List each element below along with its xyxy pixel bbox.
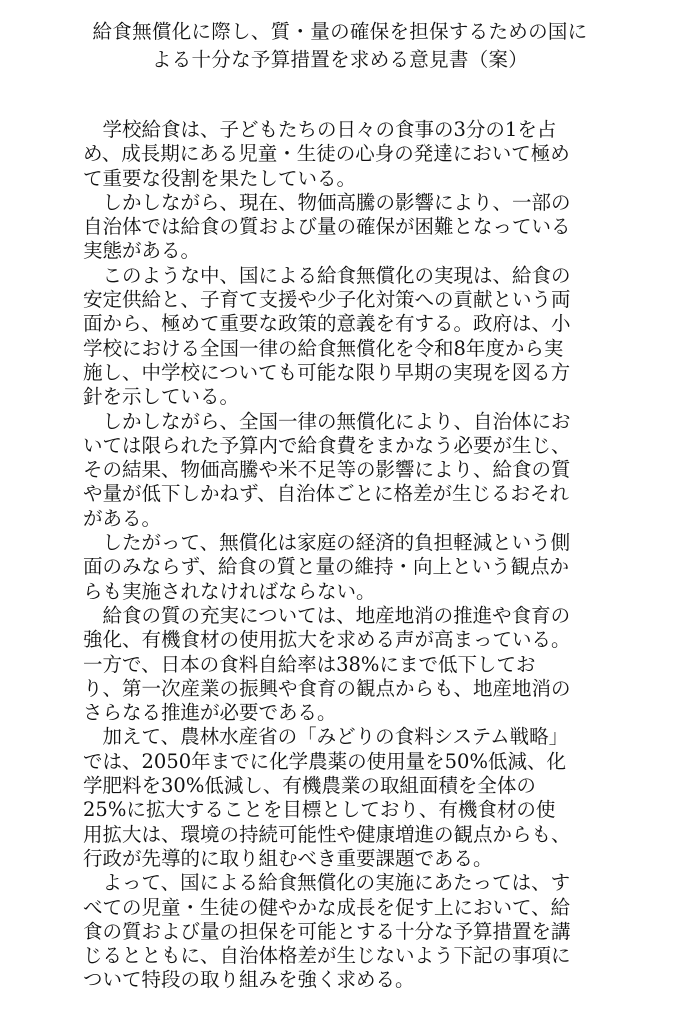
body-line: 面のみならず、給食の質と量の維持・向上という観点か [83, 555, 569, 579]
body-line: 針を示している。 [83, 385, 240, 409]
body-line: 面から、極めて重要な政策的意義を有する。政府は、小 [83, 312, 571, 336]
body-line: 実態がある。 [83, 239, 201, 263]
body-line: このような中、国による給食無償化の実現は、給食の [83, 263, 571, 287]
body-line: て重要な役割を果たしている。 [83, 166, 357, 190]
body-line: では、2050年までに化学農薬の使用量を50%低減、化 [83, 749, 566, 773]
body-line: 自治体では給食の質および量の確保が困難となっている [83, 215, 571, 239]
body-line: しかしながら、現在、物価高騰の影響により、一部の [83, 190, 571, 214]
body-line: 給食の質の充実については、地産地消の推進や食育の [83, 603, 571, 627]
title-line: よる十分な予算措置を求める意見書（案） [151, 48, 529, 71]
body-line: 25%に拡大することを目標としており、有機食材の使 [83, 798, 556, 822]
body-line: 安定供給と、子育て支援や少子化対策への貢献という両 [83, 288, 571, 312]
title-line: 給食無償化に際し、質・量の確保を担保するための国に [92, 20, 588, 43]
body-line: さらなる推進が必要である。 [83, 701, 337, 725]
body-line: じるとともに、自治体格差が生じないよう下記の事項に [83, 944, 571, 968]
body-line: 加えて、農林水産省の「みどりの食料システム戦略」 [83, 725, 569, 749]
body-line: り、第一次産業の振興や食育の観点からも、地産地消の [83, 676, 571, 700]
body-line: 学肥料を30%低減し、有機農業の取組面積を全体の [83, 774, 536, 798]
body-line: べての児童・生徒の健やかな成長を促す上において、給 [83, 895, 571, 919]
body-line: 学校における全国一律の給食無償化を令和8年度から実 [83, 336, 564, 360]
body-line: らも実施されなければならない。 [83, 579, 376, 603]
body-line: 一方で、日本の食料自給率は38%にまで低下してお [83, 652, 536, 676]
body-line: したがって、無償化は家庭の経済的負担軽減という側 [83, 531, 571, 555]
body-line: その結果、物価高騰や米不足等の影響により、給食の質 [83, 458, 571, 482]
body-line: 学校給食は、子どもたちの日々の食事の3分の1を占 [83, 118, 557, 141]
body-line: め、成長期にある児童・生徒の心身の発達において極め [83, 142, 570, 166]
body-line: しかしながら、全国一律の無償化により、自治体にお [83, 409, 571, 433]
body-line: 行政が先導的に取り組むべき重要課題である。 [83, 846, 493, 870]
body-line: ついて特段の取り組みを強く求める。 [83, 968, 415, 992]
body-line: 強化、有機食材の使用拡大を求める声が高まっている。 [83, 628, 571, 652]
body-line: がある。 [83, 506, 162, 530]
document-body [83, 118, 603, 993]
body-line: よって、国による給食無償化の実施にあたっては、す [83, 871, 571, 895]
body-line: いては限られた予算内で給食費をまかなう必要が生じ、 [83, 433, 571, 457]
body-line: 施し、中学校についても可能な限り早期の実現を図る方 [83, 360, 571, 384]
body-line: 用拡大は、環境の持続可能性や健康増進の観点からも、 [83, 822, 571, 846]
body-line: や量が低下しかねず、自治体ごとに格差が生じるおそれ [83, 482, 569, 506]
body-line: 食の質および量の担保を可能とする十分な予算措置を講 [83, 919, 571, 943]
document-title [60, 18, 620, 74]
